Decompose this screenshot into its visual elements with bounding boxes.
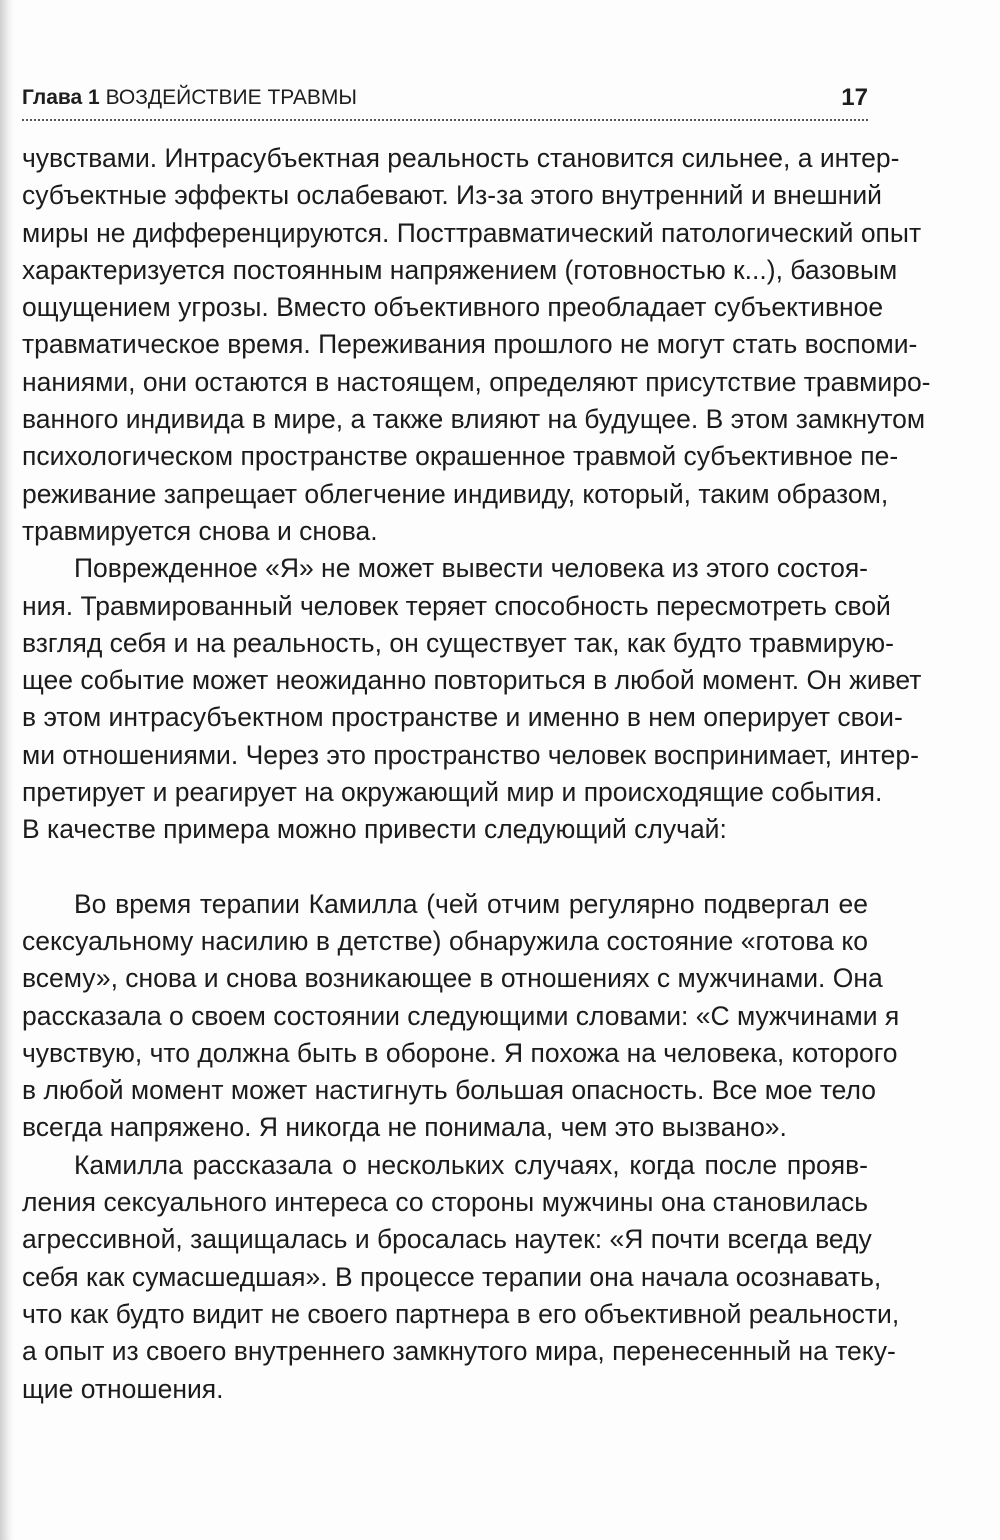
text-line: наниями, они остаются в настоящем, определяют присутствие травмиро- — [22, 366, 931, 397]
text-line: рассказала о своем состоянии следующими словами: «С мужчинами я — [22, 1000, 900, 1031]
text-line: в любой момент может настигнуть большая опасность. Все мое тело — [22, 1075, 877, 1106]
text-line: миры не дифференцируются. Посттравматический патологический опыт — [22, 217, 922, 248]
paragraph-gap — [22, 849, 868, 886]
text-line: щие отношения. — [22, 1373, 224, 1404]
text-line: характеризуется постоянным напряжением (готовностью к...), базовым — [22, 254, 898, 285]
body-text — [22, 140, 931, 1408]
running-header — [22, 82, 868, 116]
text-line: взгляд себя и на реальность, он существует так, как будто травмирую- — [22, 627, 894, 658]
text-line: в этом интрасубъектном пространстве и именно в нем оперирует свои- — [22, 702, 903, 733]
text-line: Камилла рассказала о нескольких случаях, когда после прояв- — [74, 1149, 868, 1180]
page-spine-shadow — [0, 0, 14, 1540]
text-line: ния. Травмированный человек теряет способность пересмотреть свой — [22, 590, 891, 621]
text-line: чувствами. Интрасубъектная реальность становится сильнее, а интер- — [22, 143, 900, 173]
text-line: что как будто видит не своего партнера в его объективной реальности, — [22, 1298, 900, 1329]
text-line: Во время терапии Камилла (чей отчим регулярно подвергал ее — [74, 888, 868, 919]
paragraph-4 — [22, 1147, 900, 1408]
text-line: психологическом пространстве окрашенное травмой субъективное пе- — [22, 441, 899, 472]
text-line: В качестве примера можно привести следующий случай: — [22, 814, 727, 845]
text-line: а опыт из своего внутреннего замкнутого мира, перенесенный на теку- — [22, 1336, 896, 1367]
header-dotted-rule — [22, 119, 868, 121]
text-line: всегда напряжено. Я никогда не понимала, чем это вызвано». — [22, 1112, 787, 1143]
case-example — [22, 886, 900, 1147]
chapter-title: ВОЗДЕЙСТВИЕ ТРАВМЫ — [105, 86, 357, 109]
text-line: ления сексуального интереса со стороны мужчины она становилась — [22, 1187, 868, 1218]
paragraph-2 — [22, 550, 922, 848]
text-line: чувствую, что должна быть в обороне. Я похожа на человека, которого — [22, 1037, 898, 1068]
text-line: Поврежденное «Я» не может вывести человека из этого состоя- — [74, 553, 868, 584]
text-line: претирует и реагирует на окружающий мир и происходящие события. — [22, 777, 883, 808]
text-line: агрессивной, защищалась и бросалась наутек: «Я почти всегда веду — [22, 1224, 872, 1255]
text-line: ванного индивида в мире, а также влияют на будущее. В этом замкнутом — [22, 404, 926, 435]
paragraph-1 — [22, 140, 931, 550]
text-line: субъектные эффекты ослабевают. Из-за этого внутренний и внешний — [22, 180, 882, 211]
text-line: щее событие может неожиданно повториться в любой момент. Он живет — [22, 665, 922, 696]
text-line: травмируется снова и снова. — [22, 515, 378, 546]
chapter-heading — [22, 86, 357, 110]
text-line: себя как сумасшедшая». В процессе терапии она начала осознавать, — [22, 1261, 882, 1292]
text-line: реживание запрещает облегчение индивиду, который, таким образом, — [22, 478, 889, 509]
text-line: ми отношениями. Через это пространство человек воспринимает, интер- — [22, 739, 919, 770]
text-line: травматическое время. Переживания прошлого не могут стать воспоми- — [22, 329, 918, 360]
page-number: 17 — [841, 84, 868, 111]
text-line: сексуальному насилию в детстве) обнаружила состояние «готова ко — [22, 925, 868, 956]
text-line: ощущением угрозы. Вместо объективного преобладает субъективное — [22, 292, 884, 323]
text-line: всему», снова и снова возникающее в отношениях с мужчинами. Она — [22, 963, 883, 994]
chapter-label: Глава 1 — [22, 86, 100, 109]
